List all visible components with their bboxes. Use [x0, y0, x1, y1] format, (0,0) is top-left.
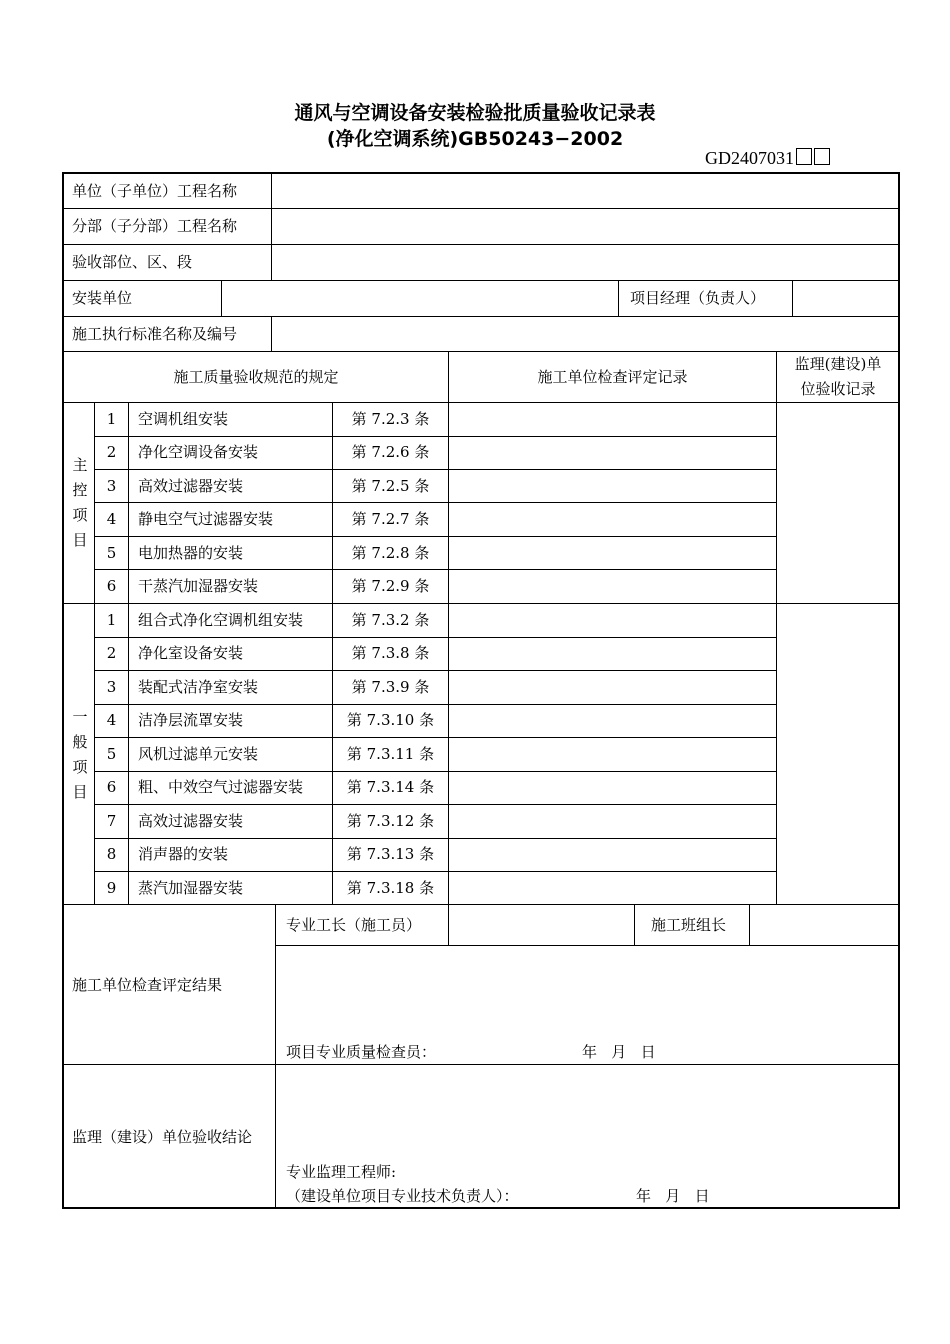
foreman-label: 专业工长（施工员）	[286, 916, 422, 934]
item-clause: 第 7.2.9 条	[351, 577, 430, 595]
column-supervisor-record-header-l1: 监理(建设)单	[794, 355, 882, 373]
item-clause: 第 7.3.14 条	[346, 778, 435, 796]
foreman-field[interactable]	[449, 905, 633, 944]
item-name: 粗、中效空气过滤器安装	[138, 778, 304, 796]
project-manager-label: 项目经理（负责人）	[630, 289, 766, 307]
item-number: 5	[106, 544, 117, 562]
inspection-part-label: 验收部位、区、段	[72, 253, 193, 271]
item-number: 3	[106, 678, 117, 696]
item-clause: 第 7.3.10 条	[346, 711, 435, 729]
general-label-char: 一	[72, 708, 88, 726]
code-box-2[interactable]	[814, 148, 830, 165]
item-name: 高效过滤器安装	[138, 477, 244, 495]
item-clause: 第 7.3.13 条	[346, 845, 435, 863]
item-number: 3	[106, 477, 117, 495]
general-label-char: 目	[72, 783, 88, 801]
main-control-label	[70, 453, 90, 553]
item-number: 7	[106, 812, 117, 830]
standard-name-label: 施工执行标准名称及编号	[72, 325, 238, 343]
item-clause: 第 7.3.11 条	[346, 745, 435, 763]
contractor-record-cell[interactable]	[449, 437, 775, 468]
supervising-engineer-label: 专业监理工程师:	[286, 1163, 397, 1181]
standard-name-field[interactable]	[272, 317, 898, 350]
item-name: 电加热器的安装	[138, 544, 244, 562]
item-number: 2	[106, 644, 117, 662]
item-name: 装配式洁净室安装	[138, 678, 259, 696]
team-leader-label: 施工班组长	[651, 916, 727, 934]
contractor-record-cell[interactable]	[449, 470, 775, 501]
item-name: 空调机组安装	[138, 410, 229, 428]
item-clause: 第 7.2.8 条	[351, 544, 430, 562]
team-leader-field[interactable]	[750, 905, 898, 944]
item-number: 5	[106, 745, 117, 763]
main-control-label-char: 项	[72, 506, 88, 524]
contractor-record-cell[interactable]	[449, 570, 775, 602]
owner-representative-label: （建设单位项目专业技术负责人）：	[286, 1187, 519, 1205]
contractor-record-cell[interactable]	[449, 671, 775, 703]
item-clause: 第 7.2.7 条	[351, 510, 430, 528]
general-supervisor-cell[interactable]	[777, 604, 899, 903]
form-subtitle: (净化空调系统)GB50243−2002	[326, 128, 624, 150]
item-number: 6	[106, 778, 117, 796]
item-clause: 第 7.3.2 条	[351, 611, 430, 629]
contractor-record-cell[interactable]	[449, 638, 775, 669]
item-name: 净化空调设备安装	[138, 443, 259, 461]
contractor-record-cell[interactable]	[449, 537, 775, 568]
contractor-record-cell[interactable]	[449, 839, 775, 870]
main-control-label-char: 目	[72, 531, 88, 549]
inspection-part-field[interactable]	[272, 245, 898, 279]
general-label-char: 项	[72, 758, 88, 776]
unit-project-name-field[interactable]	[272, 174, 898, 207]
install-unit-label: 安装单位	[72, 289, 133, 307]
main-control-supervisor-cell[interactable]	[777, 403, 899, 602]
item-number: 4	[106, 711, 117, 729]
contractor-record-cell[interactable]	[449, 403, 775, 435]
form-code	[705, 148, 830, 169]
column-supervisor-record-header-l2: 位验收记录	[800, 380, 876, 398]
conclusion-date: 年 月 日	[636, 1187, 710, 1205]
main-control-label-char: 主	[72, 456, 88, 474]
item-name: 蒸汽加湿器安装	[138, 879, 244, 897]
code-box-1[interactable]	[796, 148, 812, 165]
contractor-record-cell[interactable]	[449, 872, 775, 903]
item-number: 6	[106, 577, 117, 595]
contractor-record-cell[interactable]	[449, 604, 775, 636]
supervisor-conclusion-label: 监理（建设）单位验收结论	[72, 1128, 253, 1146]
item-number: 8	[106, 845, 117, 863]
sub-project-name-field[interactable]	[272, 209, 898, 243]
item-name: 干蒸汽加湿器安装	[138, 577, 259, 595]
contractor-result-label: 施工单位检查评定结果	[72, 976, 223, 994]
item-name: 消声器的安装	[138, 845, 229, 863]
form-code-text: GD2407031	[705, 148, 794, 168]
unit-project-name-label: 单位（子单位）工程名称	[72, 182, 238, 200]
column-contractor-record-header: 施工单位检查评定记录	[537, 368, 688, 386]
contractor-record-cell[interactable]	[449, 772, 775, 803]
contractor-result-field[interactable]	[276, 946, 898, 1036]
item-name: 洁净层流罩安装	[138, 711, 244, 729]
item-clause: 第 7.3.18 条	[346, 879, 435, 897]
item-clause: 第 7.3.8 条	[351, 644, 430, 662]
item-clause: 第 7.2.5 条	[351, 477, 430, 495]
item-name: 高效过滤器安装	[138, 812, 244, 830]
item-number: 2	[106, 443, 117, 461]
item-name: 风机过滤单元安装	[138, 745, 259, 763]
general-items-label	[70, 705, 90, 805]
general-label-char: 般	[72, 733, 88, 751]
item-name: 净化室设备安装	[138, 644, 244, 662]
contractor-record-cell[interactable]	[449, 738, 775, 770]
item-clause: 第 7.3.9 条	[351, 678, 430, 696]
install-unit-field[interactable]	[222, 281, 617, 315]
item-number: 1	[106, 410, 117, 428]
quality-inspector-label: 项目专业质量检查员：	[286, 1043, 437, 1061]
contractor-record-cell[interactable]	[449, 805, 775, 837]
main-control-label-char: 控	[72, 481, 88, 499]
item-name: 组合式净化空调机组安装	[138, 611, 304, 629]
result-date: 年 月 日	[582, 1043, 656, 1061]
item-clause: 第 7.2.6 条	[351, 443, 430, 461]
item-clause: 第 7.2.3 条	[351, 410, 430, 428]
contractor-record-cell[interactable]	[449, 503, 775, 535]
item-clause: 第 7.3.12 条	[346, 812, 435, 830]
project-manager-field[interactable]	[793, 281, 898, 315]
column-spec-header: 施工质量验收规范的规定	[173, 368, 339, 386]
supervisor-conclusion-field[interactable]	[276, 1066, 898, 1156]
contractor-record-cell[interactable]	[449, 705, 775, 736]
item-name: 静电空气过滤器安装	[138, 510, 274, 528]
form-title: 通风与空调设备安装检验批质量验收记录表	[294, 102, 656, 124]
sub-project-name-label: 分部（子分部）工程名称	[72, 217, 238, 235]
item-number: 4	[106, 510, 117, 528]
item-number: 9	[106, 879, 117, 897]
item-number: 1	[106, 611, 117, 629]
